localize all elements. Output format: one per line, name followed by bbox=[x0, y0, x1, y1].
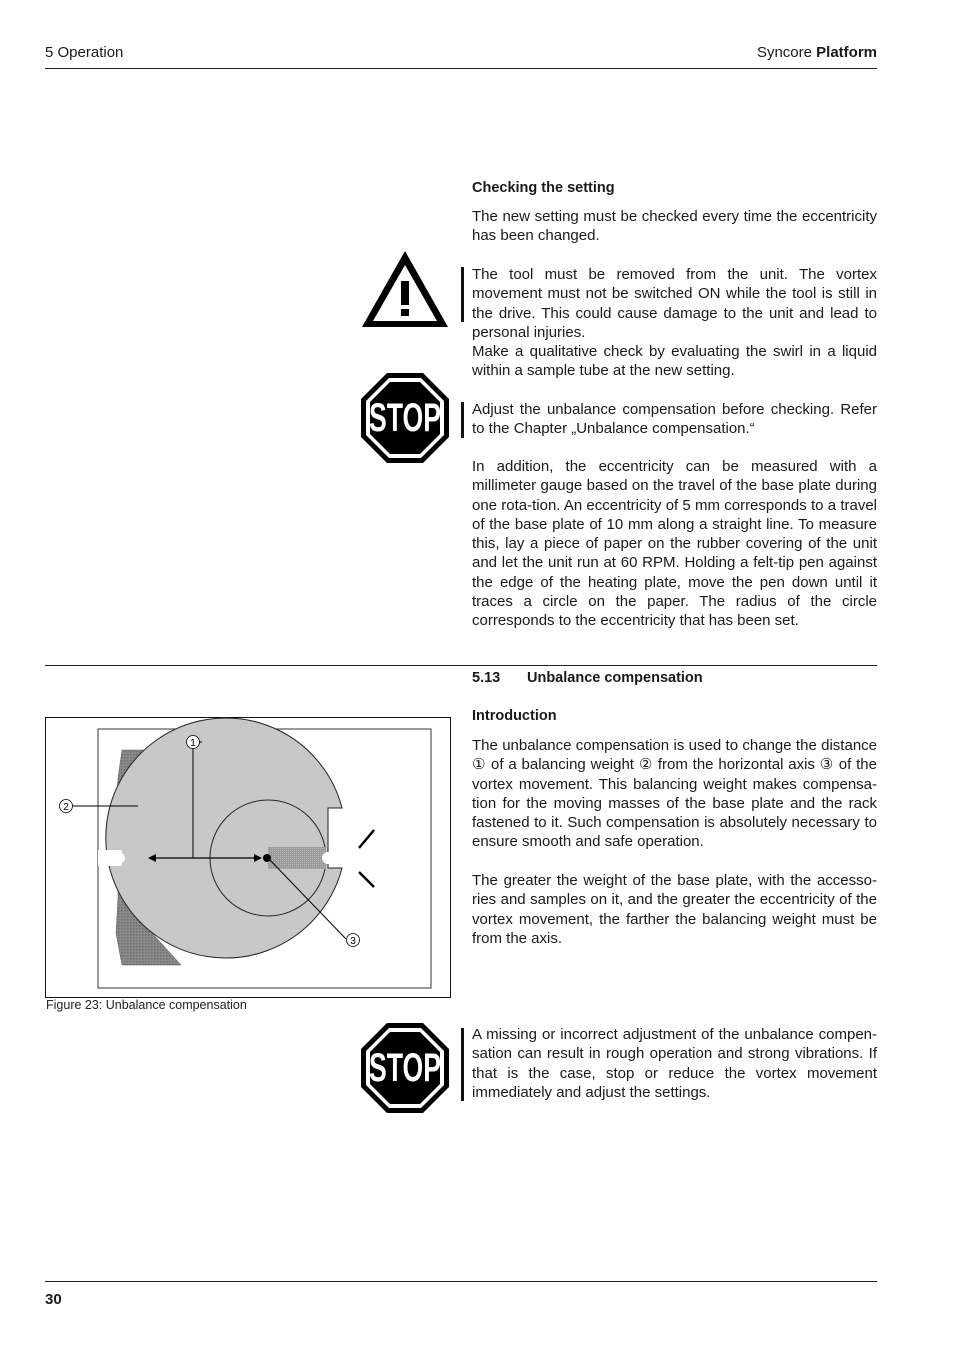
stop-bar-2 bbox=[461, 1028, 464, 1101]
header-product-plain: Syncore bbox=[756, 44, 817, 61]
header-product-bold: Platform bbox=[816, 44, 877, 61]
figure-unbalance bbox=[45, 717, 451, 998]
callout-1: 1 bbox=[190, 738, 196, 749]
section-title: Unbalance compensation bbox=[527, 670, 703, 686]
stop-sign-text: STOP bbox=[369, 396, 441, 440]
checking-p2-wrap bbox=[472, 342, 877, 381]
stop-note-wrap bbox=[472, 400, 877, 439]
section-p1-wrap bbox=[472, 736, 877, 852]
section-rule bbox=[45, 665, 877, 666]
footer-rule bbox=[45, 1281, 877, 1282]
checking-p1: The new setting must be checked every time the eccentricity has been changed. bbox=[472, 208, 877, 245]
unbalance-diagram bbox=[46, 718, 450, 997]
stop-sign-text-2: STOP bbox=[369, 1046, 441, 1090]
intro-heading: Introduction bbox=[472, 708, 557, 724]
header-product bbox=[757, 44, 877, 61]
checking-stop-note: Adjust the unbalance compensation before checking. Refer to the Chapter „Unbalance compensation.“ bbox=[472, 401, 877, 438]
figure-caption: Figure 23: Unbalance compensation bbox=[46, 998, 247, 1012]
stop-sign-icon bbox=[360, 372, 450, 464]
intro-heading-wrap bbox=[472, 707, 877, 726]
warning-text: The tool must be removed from the unit. The vortex movement must not be switched ON while the tool is still in the drive. This could cause damage to the unit and lead to personal injuries. bbox=[472, 266, 877, 341]
warning-bar bbox=[461, 267, 464, 322]
rack bbox=[268, 847, 326, 869]
section-heading bbox=[472, 669, 877, 688]
checking-p1-wrap bbox=[472, 207, 877, 246]
header-rule bbox=[45, 68, 877, 69]
checking-block bbox=[472, 179, 877, 198]
checking-heading: Checking the setting bbox=[472, 180, 615, 196]
section-p2: The greater the weight of the base plate, with the accesso-ries and samples on it, and the greater the eccentricity of the vortex movement, the farther the balancing weight must be from the axis. bbox=[472, 872, 877, 947]
callout-3: 3 bbox=[350, 936, 356, 947]
page-number: 30 bbox=[45, 1291, 62, 1308]
section-p2-wrap bbox=[472, 871, 877, 948]
warning-text-wrap bbox=[472, 265, 877, 342]
callout-2: 2 bbox=[63, 802, 69, 813]
checking-p3-wrap bbox=[472, 457, 877, 631]
section-stop-wrap bbox=[472, 1025, 877, 1102]
section-number: 5.13 bbox=[472, 670, 501, 686]
stop-sign-icon-2 bbox=[360, 1022, 450, 1114]
warning-triangle-icon bbox=[360, 249, 450, 329]
checking-p2: Make a qualitative check by evaluating the swirl in a liquid within a sample tube at the new setting. bbox=[472, 343, 877, 380]
checking-p3: In addition, the eccentricity can be measured with a millimeter gauge based on the travel of the base plate during one rota-tion. An eccentricity of 5 mm corresponds to a travel of the base plate of 10 mm along a straight line. To measure this, lay a piece of paper on the rubber covering of the unit and let the unit run at 60 RPM. Holding a felt-tip pen against the edge of the heating plate, move the pen down until it traces a circle on the paper. The radius of the circle corresponds to the eccentricity that has been set. bbox=[472, 458, 877, 630]
section-p1: The unbalance compensation is used to change the distance ① of a balancing weight ② from the horizontal axis ③ of the vortex movement. This balancing weight makes compensa-tion for the moving masses of the base plate and the rack fastened to it. Such compensation is absolutely necessary to ensure smooth and safe operation. bbox=[472, 737, 877, 851]
stop-bar bbox=[461, 402, 464, 438]
header-chapter: 5 Operation bbox=[45, 44, 124, 61]
section-stop-note: A missing or incorrect adjustment of the unbalance compen-sation can result in rough operation and strong vibrations. If that is the case, stop or reduce the vortex movement immediately and adjust the settings. bbox=[472, 1026, 877, 1101]
axis-point bbox=[263, 854, 271, 862]
